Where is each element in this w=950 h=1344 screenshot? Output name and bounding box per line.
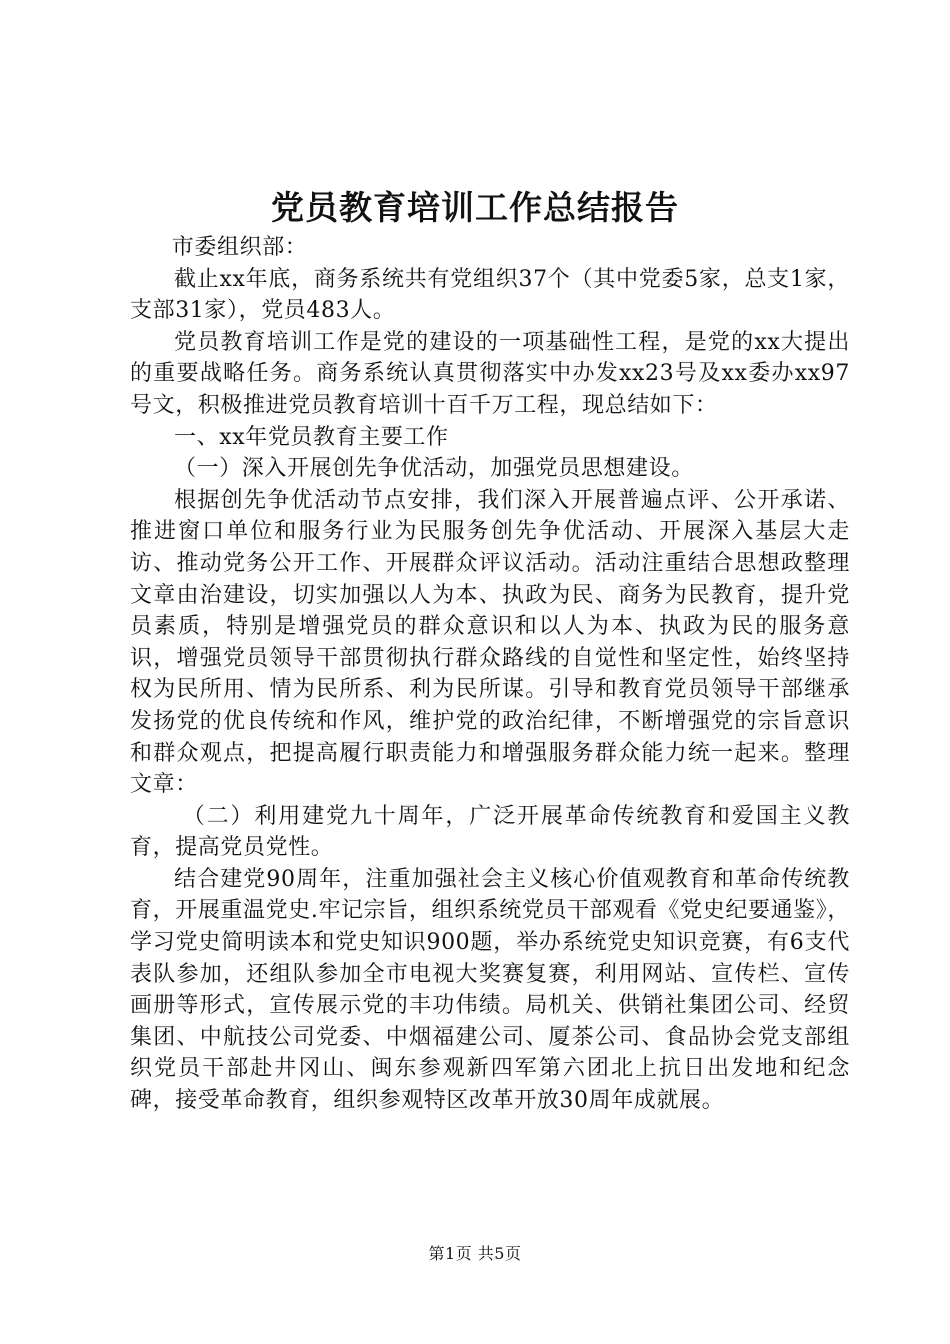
paragraph-overview: 截止xx年底，商务系统共有党组织37个（其中党委5家，总支1家，支部31家），党员483人。 [130,266,850,324]
paragraph-subsection-1: 根据创先争优活动节点安排，我们深入开展普遍点评、公开承诺、推进窗口单位和服务行业为民服务创先争优活动、开展深入基层大走访、推动党务公开工作、开展群众评议活动。活动注重结合思想政整理文章由治建设，切实加强以人为本、执政为民、商务为民教育，提升党员素质，特别是增强党员的群众意识和以人为本、执政为民的服务意识，增强党员领导干部贯彻执行群众路线的自觉性和坚定性，始终坚持权为民所用、情为民所系、利为民所谋。引导和教育党员领导干部继承发扬党的优良传统和作风，维护党的政治纪律，不断增强党的宗旨意识和群众观点，把提高履行职责能力和增强服务群众能力统一起来。整理文章： [130,487,850,798]
subsection-heading-2: （二）利用建党九十周年，广泛开展革命传统教育和爱国主义教育，提高党员党性。 [130,803,850,861]
addressee-line: 市委组织部： [171,235,308,260]
paragraph-subsection-2: 结合建党90周年，注重加强社会主义核心价值观教育和革命传统教育，开展重温党史.牢记宗旨，组织系统党员干部观看《党史纪要通鉴》，学习党史简明读本和党史知识900题，举办系统党史知识竞赛，有6支代表队参加，还组队参加全市电视大奖赛复赛，利用网站、宣传栏、宣传画册等形式，宣传展示党的丰功伟绩。局机关、供销社集团公司、经贸集团、中航技公司党委、中烟福建公司、厦茶公司、食品协会党支部组织党员干部赴井冈山、闽东参观新四军第六团北上抗日出发地和纪念碑，接受革命教育，组织参观特区改革开放30周年成就展。 [130,866,850,1114]
document-body [130,232,850,1117]
document-title: 党员教育培训工作总结报告 [271,188,679,227]
section-heading-1: 一、xx年党员教育主要工作 [174,424,449,450]
subsection-heading-1: （一）深入开展创先争优活动，加强党员思想建设。 [174,456,694,482]
page-number: 第1页 共5页 [428,1244,522,1263]
paragraph-intro: 党员教育培训工作是党的建设的一项基础性工程，是党的xx大提出的重要战略任务。商务系统认真贯彻落实中办发xx23号及xx委办xx97号文，积极推进党员教育培训十百千万工程，现总结如下： [130,329,850,418]
